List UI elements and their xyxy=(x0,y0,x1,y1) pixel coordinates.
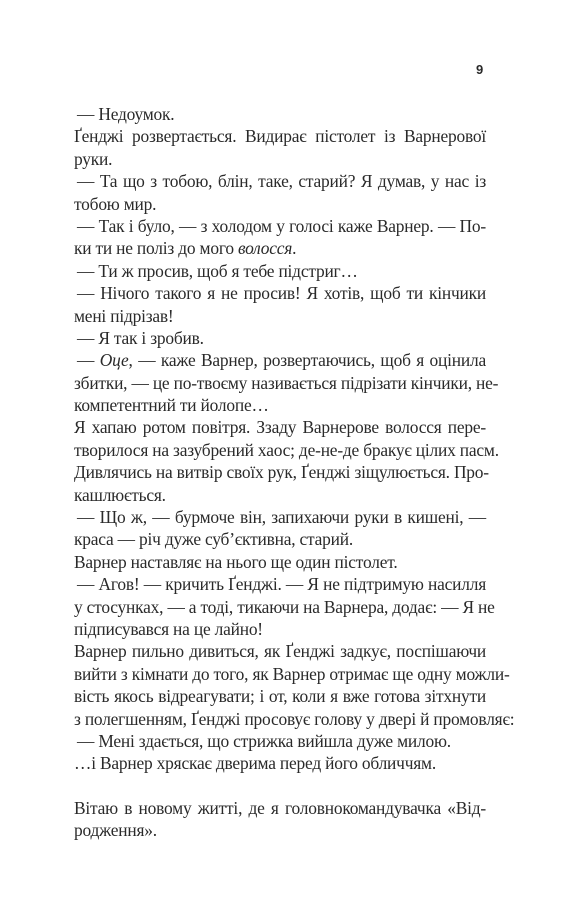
text-line: компетентний ти йолопе… xyxy=(74,395,269,416)
text-line: Я хапаю ротом повітря. Ззаду Варнерове волосся пере- xyxy=(74,417,486,438)
section-break xyxy=(74,775,486,797)
text-line: — Мені здається, що стрижка вийшла дуже милою. xyxy=(77,730,451,751)
text-line: — Оце, — каже Варнер, розвертаючись, щоб я оцінила xyxy=(77,350,486,371)
text-line: творилося на зазубрений хаос; де-не-де бракує цілих пасм. xyxy=(74,439,499,460)
text-line: кашлюється. xyxy=(74,484,166,505)
text-line: — Агов! — кричить Ґенджі. — Я не підтримую насилля xyxy=(77,574,486,595)
text-line: у стосунках, — а тоді, тикаючи на Варнера, додає: — Я не xyxy=(74,596,495,617)
text-line: Вітаю в новому житті, де я головнокомандувачка «Від- xyxy=(74,797,486,818)
text-line: — Я так і зробив. xyxy=(77,327,204,348)
text-line: краса — річ дуже суб’єктивна, старий. xyxy=(74,529,354,550)
text-line: — Нічого такого я не просив! Я хотів, щоб ти кінчики xyxy=(77,283,486,304)
italic-text: волосся xyxy=(237,238,293,259)
text-line: Ґенджі розвертається. Видирає пістолет із Варнерової xyxy=(74,126,486,147)
text-line: Варнер наставляє на нього ще один пістолет. xyxy=(74,551,398,572)
italic-text: Оце xyxy=(99,350,129,371)
text-line: Дивлячись на витвір своїх рук, Ґенджі зіщулюється. Про- xyxy=(74,462,489,483)
text-line: — Що ж, — бурмоче він, запихаючи руки в кишені, — xyxy=(77,507,486,528)
text-line: тобою мир. xyxy=(74,193,157,214)
text-line: мені підрізав! xyxy=(74,305,174,326)
text-line: підписувався на це лайно! xyxy=(74,618,263,639)
text-line: — Ти ж просив, щоб я тебе підстриг… xyxy=(77,260,358,281)
text-line: вість якось відреагувати; і от, коли я вже готова зітхнути xyxy=(74,686,486,707)
text-line: ки ти не поліз до мого волосся. xyxy=(74,238,297,259)
text-line: — Недоумок. xyxy=(77,104,175,124)
text-line: вийти з кімнати до того, як Варнер отримає ще одну можли- xyxy=(74,663,510,684)
body-text xyxy=(74,103,515,842)
text-line: з полегшенням, Ґенджі просовує голову у двері й промовляє: xyxy=(74,708,515,729)
text-line: родження». xyxy=(74,820,157,841)
text-line: — Та що з тобою, блін, таке, старий? Я думав, у нас із xyxy=(77,171,486,192)
text-line: збитки, — це по-твоєму називається підрізати кінчики, не- xyxy=(74,372,499,393)
page-number: 9 xyxy=(476,62,484,77)
text-line: — Так і було, — з холодом у голосі каже Варнер. — По- xyxy=(77,215,486,236)
text-line: …і Варнер хряскає дверима перед його обличчям. xyxy=(74,753,436,774)
text-line: Варнер пильно дивиться, як Ґенджі задкує, поспішаючи xyxy=(74,641,486,662)
text-line: руки. xyxy=(74,148,113,169)
